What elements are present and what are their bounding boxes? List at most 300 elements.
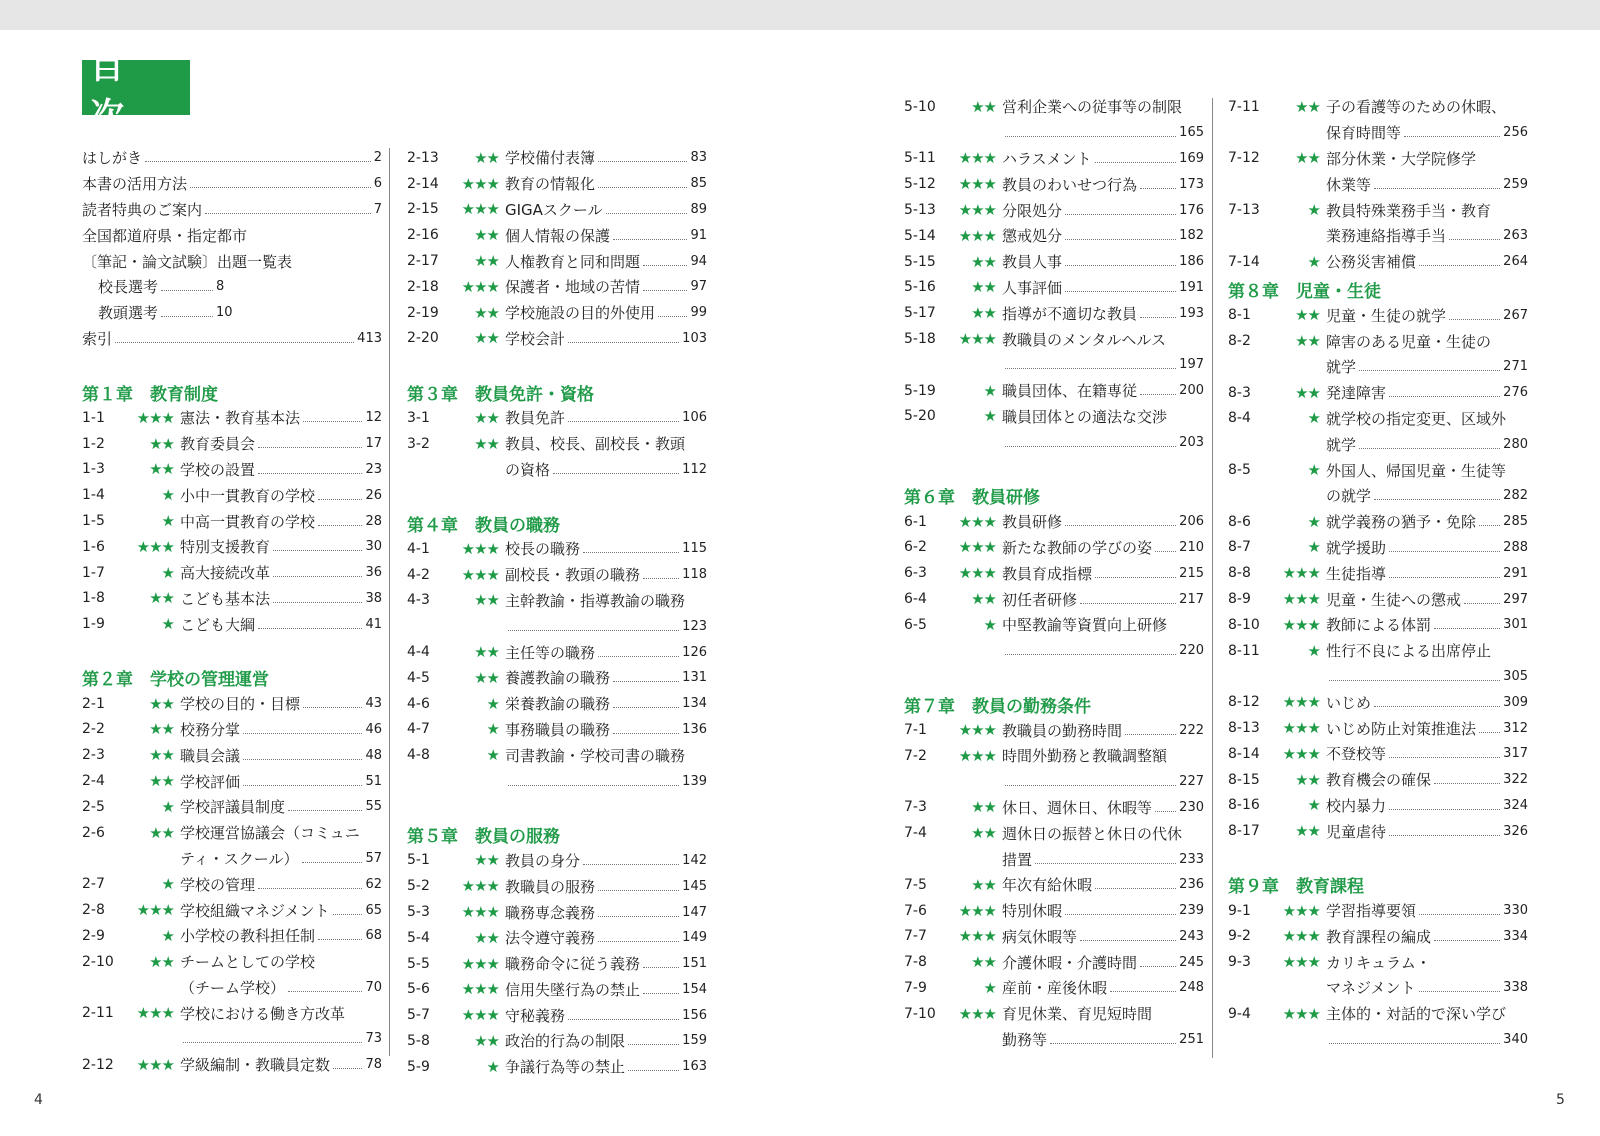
importance-stars: ★ (1307, 201, 1320, 220)
toc-entry[interactable] (1228, 171, 1528, 197)
entry-title: 性行不良による出席停止 (1326, 642, 1492, 661)
entry-title: 全国都道府県・指定都市 (82, 226, 248, 245)
leader-dots (288, 991, 362, 992)
page-ref: 46 (365, 721, 382, 737)
toc-entry[interactable] (904, 586, 1204, 612)
entry-number: 2-10 (82, 953, 114, 970)
toc-entry[interactable] (407, 431, 707, 457)
toc-entry[interactable] (1228, 457, 1528, 483)
page-ref: 200 (1179, 383, 1204, 399)
toc-entry[interactable] (904, 638, 1204, 664)
page-ref: 112 (682, 461, 707, 477)
leader-dots (1419, 265, 1500, 266)
leader-dots (1065, 214, 1176, 215)
blank-row (407, 794, 707, 820)
entry-title: 生徒指導 (1326, 564, 1387, 583)
toc-entry[interactable] (407, 742, 707, 768)
leader-dots (302, 862, 363, 863)
entry-title: 教職員のメンタルヘルス (1002, 330, 1166, 349)
toc-entry[interactable] (82, 897, 382, 923)
entry-number: 4-8 (407, 747, 430, 764)
page-ref: 191 (1179, 279, 1204, 295)
toc-entry[interactable] (1228, 818, 1528, 844)
toc-entry[interactable] (904, 404, 1204, 430)
importance-stars: ★★ (971, 824, 996, 843)
page-ref: 7 (373, 201, 382, 217)
importance-stars: ★★ (474, 408, 499, 427)
entry-number: 1-7 (82, 564, 105, 581)
leader-dots (318, 525, 362, 526)
leader-dots (258, 447, 362, 448)
page-ref: 326 (1503, 823, 1528, 839)
page-ref: 91 (690, 227, 707, 243)
entry-number: 4-3 (407, 592, 430, 609)
toc-entry[interactable] (407, 925, 707, 951)
toc-entry[interactable] (1228, 638, 1528, 664)
page-ref: 55 (365, 799, 382, 815)
page-ref: 62 (365, 876, 382, 892)
toc-entry[interactable] (407, 588, 707, 614)
leader-dots (553, 473, 679, 474)
toc-entry[interactable] (904, 120, 1204, 146)
toc-entry[interactable] (904, 326, 1204, 352)
toc-entry[interactable] (82, 560, 382, 586)
toc-entry[interactable] (904, 949, 1204, 975)
toc-entry[interactable] (904, 795, 1204, 821)
toc-entry[interactable] (82, 1052, 382, 1078)
toc-entry[interactable] (904, 1027, 1204, 1053)
toc-entry[interactable] (82, 326, 382, 352)
toc-entry[interactable] (82, 274, 382, 300)
toc-entry[interactable] (1228, 949, 1528, 975)
leader-dots (508, 785, 679, 786)
toc-entry[interactable] (82, 1026, 382, 1052)
toc-entry[interactable] (82, 691, 382, 717)
page-ref: 245 (1179, 954, 1204, 970)
importance-stars: ★★ (149, 823, 174, 842)
toc-entry[interactable] (407, 691, 707, 717)
toc-entry[interactable] (1228, 1027, 1528, 1053)
entry-title: 外国人、帰国児童・生徒等 (1326, 461, 1507, 480)
entry-title: 児童・生徒の就学 (1326, 306, 1447, 325)
toc-entry[interactable] (904, 146, 1204, 172)
toc-entry[interactable] (904, 560, 1204, 586)
toc-entry[interactable] (1228, 767, 1528, 793)
page-ref: 282 (1503, 488, 1528, 504)
toc-entry[interactable] (82, 949, 382, 975)
importance-stars: ★ (161, 797, 174, 816)
toc-entry[interactable] (82, 171, 382, 197)
toc-entry[interactable] (407, 1054, 707, 1080)
entry-number: 2-14 (407, 175, 439, 192)
page-ref: 285 (1503, 514, 1528, 530)
toc-entry[interactable] (904, 429, 1204, 455)
toc-entry[interactable] (82, 871, 382, 897)
toc-entry[interactable] (407, 222, 707, 248)
page-ref: 103 (682, 330, 707, 346)
entry-number: 5-13 (904, 202, 936, 219)
page-ref: 334 (1503, 928, 1528, 944)
toc-entry[interactable] (82, 534, 382, 560)
importance-stars: ★★★ (461, 565, 499, 584)
toc-entry[interactable] (407, 536, 707, 562)
toc-entry[interactable] (1228, 741, 1528, 767)
entry-title: 介護休暇・介護時間 (1002, 953, 1138, 972)
toc-column-3 (904, 94, 1204, 1052)
importance-stars: ★★ (149, 772, 174, 791)
page-ref: 182 (1179, 228, 1204, 244)
leader-dots (190, 187, 371, 188)
toc-entry[interactable] (1228, 146, 1528, 172)
chapter-heading: 第９章 教育課程 (1228, 877, 1364, 898)
toc-entry[interactable] (904, 249, 1204, 275)
toc-entry[interactable] (1228, 249, 1528, 275)
toc-entry[interactable] (1228, 431, 1528, 457)
toc-entry[interactable] (407, 300, 707, 326)
entry-number: 6-3 (904, 565, 927, 582)
page-ref: 297 (1503, 591, 1528, 607)
toc-entry[interactable] (82, 846, 382, 872)
entry-title: 公務災害補償 (1326, 253, 1417, 272)
toc-entry[interactable] (82, 820, 382, 846)
importance-stars: ★ (486, 720, 499, 739)
entry-number: 5-7 (407, 1007, 430, 1024)
column-divider (389, 148, 390, 1056)
toc-entry[interactable] (82, 300, 382, 326)
page-ref: 145 (682, 878, 707, 894)
toc-entry[interactable] (1228, 975, 1528, 1001)
toc-entry[interactable] (904, 275, 1204, 301)
page-ref: 206 (1179, 514, 1204, 530)
entry-title: 学校評議員制度 (180, 798, 286, 817)
toc-entry[interactable] (904, 975, 1204, 1001)
toc-entry[interactable] (1228, 715, 1528, 741)
leader-dots (1065, 525, 1176, 526)
page-ref: 413 (357, 330, 382, 346)
entry-title-continued: ティ・スクール） (180, 849, 299, 868)
page-ref: 139 (682, 773, 707, 789)
leader-dots (1080, 603, 1176, 604)
page-ref: 186 (1179, 254, 1204, 270)
entry-number: 5-17 (904, 305, 936, 322)
toc-entry[interactable] (1228, 406, 1528, 432)
entry-title: 教育課程の編成 (1326, 927, 1432, 946)
toc-entry[interactable] (407, 405, 707, 431)
toc-entry[interactable] (1228, 586, 1528, 612)
toc-entry[interactable] (1228, 664, 1528, 690)
leader-dots (1005, 785, 1176, 786)
importance-stars: ★ (161, 486, 174, 505)
toc-entry[interactable] (407, 717, 707, 743)
toc-entry[interactable] (407, 171, 707, 197)
entry-title-continued: の就学 (1326, 487, 1372, 506)
toc-entry[interactable] (1228, 793, 1528, 819)
toc-entry[interactable] (1228, 380, 1528, 406)
toc-entry[interactable] (407, 274, 707, 300)
toc-entry[interactable] (407, 197, 707, 223)
leader-dots (1359, 448, 1500, 449)
entry-number: 2-13 (407, 149, 439, 166)
page-ref: 123 (682, 618, 707, 634)
importance-stars: ★★★ (958, 901, 996, 920)
importance-stars: ★ (1307, 641, 1320, 660)
toc-entry[interactable] (407, 951, 707, 977)
entry-title: 学校評価 (180, 772, 241, 791)
toc-entry[interactable] (407, 613, 707, 639)
entry-title-continued: 就学 (1326, 435, 1357, 454)
toc-entry[interactable] (82, 794, 382, 820)
toc-entry[interactable] (407, 639, 707, 665)
toc-entry[interactable] (82, 717, 382, 743)
toc-entry[interactable] (904, 300, 1204, 326)
page-ref: 126 (682, 644, 707, 660)
toc-entry[interactable] (82, 145, 382, 171)
entry-title: 週休日の振替と休日の代休 (1002, 824, 1183, 843)
page-ref: 151 (682, 956, 707, 972)
toc-entry[interactable] (904, 924, 1204, 950)
leader-dots (1095, 888, 1176, 889)
leader-dots (1449, 239, 1500, 240)
page-ref: 236 (1179, 877, 1204, 893)
leader-dots (1110, 991, 1176, 992)
leader-dots (1035, 863, 1176, 864)
toc-entry[interactable] (82, 482, 382, 508)
entry-number: 5-14 (904, 227, 936, 244)
entry-title: 本書の活用方法 (82, 175, 188, 194)
leader-dots (333, 914, 363, 915)
entry-number: 4-7 (407, 721, 430, 738)
toc-entry[interactable] (1228, 94, 1528, 120)
toc-entry[interactable] (1228, 689, 1528, 715)
toc-entry[interactable] (82, 923, 382, 949)
entry-title: 信用失墜行為の禁止 (505, 980, 641, 999)
toc-entry[interactable] (904, 171, 1204, 197)
entry-number: 9-4 (1228, 1005, 1251, 1022)
entry-title: 小中一貫教育の学校 (180, 486, 316, 505)
entry-title: 人権教育と同和問題 (505, 252, 641, 271)
entry-number: 1-2 (82, 435, 105, 452)
entry-number: 3-1 (407, 409, 430, 426)
toc-entry[interactable] (82, 1000, 382, 1026)
toc-entry[interactable] (904, 898, 1204, 924)
entry-number: 8-15 (1228, 771, 1260, 788)
leader-dots (1140, 394, 1176, 395)
toc-entry[interactable] (904, 743, 1204, 769)
toc-entry[interactable] (407, 665, 707, 691)
leader-dots (1065, 239, 1176, 240)
entry-number: 7-3 (904, 799, 927, 816)
entry-number: 1-8 (82, 590, 105, 607)
toc-entry[interactable] (407, 562, 707, 588)
entry-number: 2-3 (82, 747, 105, 764)
toc-entry[interactable] (407, 248, 707, 274)
importance-stars: ★★ (474, 928, 499, 947)
entry-title: 学校における働き方改革 (180, 1004, 346, 1023)
toc-entry[interactable] (904, 872, 1204, 898)
entry-title: 障害のある児童・生徒の (1326, 332, 1492, 351)
toc-entry[interactable] (1228, 302, 1528, 328)
toc-entry[interactable] (82, 508, 382, 534)
entry-number: 2-11 (82, 1005, 114, 1022)
importance-stars: ★★★ (461, 200, 499, 219)
entry-number: 1-6 (82, 538, 105, 555)
entry-number: 8-11 (1228, 642, 1260, 659)
toc-entry[interactable] (82, 197, 382, 223)
entry-title: 主幹教諭・指導教諭の職務 (505, 591, 686, 610)
importance-stars: ★★★ (958, 564, 996, 583)
toc-entry[interactable] (904, 94, 1204, 120)
page-ref: 305 (1503, 668, 1528, 684)
toc-entry[interactable] (407, 977, 707, 1003)
toc-entry[interactable] (407, 848, 707, 874)
importance-stars: ★★★ (461, 174, 499, 193)
entry-title: 就学援助 (1326, 538, 1387, 557)
toc-entry[interactable] (1228, 898, 1528, 924)
entry-number: 5-2 (407, 878, 430, 895)
toc-entry[interactable] (904, 820, 1204, 846)
toc-entry[interactable] (82, 431, 382, 457)
toc-entry[interactable] (904, 378, 1204, 404)
toc-entry[interactable] (407, 1002, 707, 1028)
toc-entry[interactable] (1228, 328, 1528, 354)
entry-title: 学校組織マネジメント (180, 901, 330, 920)
page-ref: 30 (365, 539, 382, 555)
toc-entry[interactable] (1228, 612, 1528, 638)
toc-entry[interactable] (904, 846, 1204, 872)
toc-entry[interactable] (1228, 924, 1528, 950)
toc-entry[interactable] (1228, 223, 1528, 249)
entry-title: 学校会計 (505, 329, 566, 348)
leader-dots (1389, 835, 1500, 836)
toc-entry[interactable] (407, 326, 707, 352)
toc-entry[interactable] (1228, 535, 1528, 561)
page-number-right: 5 (1556, 1092, 1565, 1108)
toc-entry[interactable] (904, 717, 1204, 743)
toc-entry[interactable] (407, 899, 707, 925)
page-ref: 173 (1179, 176, 1204, 192)
importance-stars: ★★ (149, 589, 174, 608)
leader-dots (598, 941, 679, 942)
leader-dots (568, 342, 679, 343)
toc-entry[interactable] (1228, 483, 1528, 509)
entry-number: 4-4 (407, 644, 430, 661)
toc-entry[interactable] (904, 769, 1204, 795)
toc-entry[interactable] (1228, 509, 1528, 535)
importance-stars: ★★★ (1282, 927, 1320, 946)
leader-dots (1359, 370, 1500, 371)
chapter-heading: 第４章 教員の職務 (407, 515, 560, 536)
entry-number: 8-14 (1228, 745, 1260, 762)
entry-number: 6-2 (904, 539, 927, 556)
toc-entry[interactable] (82, 768, 382, 794)
entry-number: 1-3 (82, 461, 105, 478)
leader-dots (273, 602, 362, 603)
toc-entry[interactable] (407, 768, 707, 794)
importance-stars: ★★ (474, 329, 499, 348)
toc-entry[interactable] (82, 405, 382, 431)
toc-entry[interactable] (82, 611, 382, 637)
entry-title: 職務専念義務 (505, 903, 596, 922)
entry-number: 1-1 (82, 409, 105, 426)
entry-number: 5-1 (407, 852, 430, 869)
leader-dots (1140, 317, 1176, 318)
toc-entry[interactable] (82, 222, 382, 248)
entry-number: 3-2 (407, 435, 430, 452)
toc-entry[interactable] (82, 457, 382, 483)
leader-dots (643, 578, 679, 579)
importance-stars: ★★★ (136, 408, 174, 427)
entry-number: 1-5 (82, 513, 105, 530)
page-ref: 267 (1503, 307, 1528, 323)
importance-stars: ★ (983, 978, 996, 997)
importance-stars: ★★★ (958, 330, 996, 349)
toc-entry[interactable] (904, 1001, 1204, 1027)
page-ref: 291 (1503, 565, 1528, 581)
entry-number: 8-6 (1228, 513, 1251, 530)
entry-title: 児童虐待 (1326, 822, 1387, 841)
entry-number: 4-6 (407, 695, 430, 712)
toc-entry[interactable] (82, 248, 382, 274)
entry-title: 副校長・教頭の職務 (505, 566, 641, 585)
entry-title: 部分休業・大学院修学 (1326, 149, 1477, 168)
leader-dots (1005, 136, 1176, 137)
entry-title: 教員、校長、副校長・教頭 (505, 435, 686, 454)
toc-entry[interactable] (407, 873, 707, 899)
entry-number: 2-2 (82, 721, 105, 738)
importance-stars: ★★★ (1282, 953, 1320, 972)
toc-column-1 (82, 145, 382, 1078)
entry-title: 〔筆記・論文試験〕出題一覧表 (82, 252, 293, 271)
entry-title: 教員人事 (1002, 253, 1063, 272)
importance-stars: ★★ (149, 952, 174, 971)
page-ref: 149 (682, 930, 707, 946)
toc-entry[interactable] (1228, 354, 1528, 380)
importance-stars: ★★★ (958, 1004, 996, 1023)
toc-entry[interactable] (82, 586, 382, 612)
toc-entry[interactable] (904, 223, 1204, 249)
page-ref: 259 (1503, 176, 1528, 192)
entry-title: 学校施設の目的外使用 (505, 304, 656, 323)
toc-entry[interactable] (82, 975, 382, 1001)
toc-entry[interactable] (1228, 197, 1528, 223)
toc-entry[interactable] (407, 1028, 707, 1054)
importance-stars: ★ (161, 875, 174, 894)
entry-title: 個人情報の保護 (505, 226, 611, 245)
toc-entry[interactable] (407, 145, 707, 171)
entry-number: 2-12 (82, 1056, 114, 1073)
leader-dots (1404, 136, 1500, 137)
entry-title: 保護者・地域の苦情 (505, 278, 641, 297)
entry-title: 学校備付表簿 (505, 149, 596, 168)
toc-entry[interactable] (904, 535, 1204, 561)
importance-stars: ★ (1307, 796, 1320, 815)
entry-number: 2-8 (82, 902, 105, 918)
entry-title: 学校の目的・目標 (180, 695, 301, 714)
toc-entry[interactable] (1228, 560, 1528, 586)
page-ref: 243 (1179, 928, 1204, 944)
importance-stars: ★★ (149, 746, 174, 765)
toc-entry[interactable] (1228, 1001, 1528, 1027)
toc-entry[interactable] (904, 197, 1204, 223)
toc-entry[interactable] (82, 742, 382, 768)
toc-entry[interactable] (904, 612, 1204, 638)
importance-stars: ★★★ (958, 226, 996, 245)
toc-entry[interactable] (904, 352, 1204, 378)
toc-entry[interactable] (904, 509, 1204, 535)
toc-entry[interactable] (407, 457, 707, 483)
entry-title: 主任等の職務 (505, 643, 596, 662)
toc-entry[interactable] (1228, 120, 1528, 146)
